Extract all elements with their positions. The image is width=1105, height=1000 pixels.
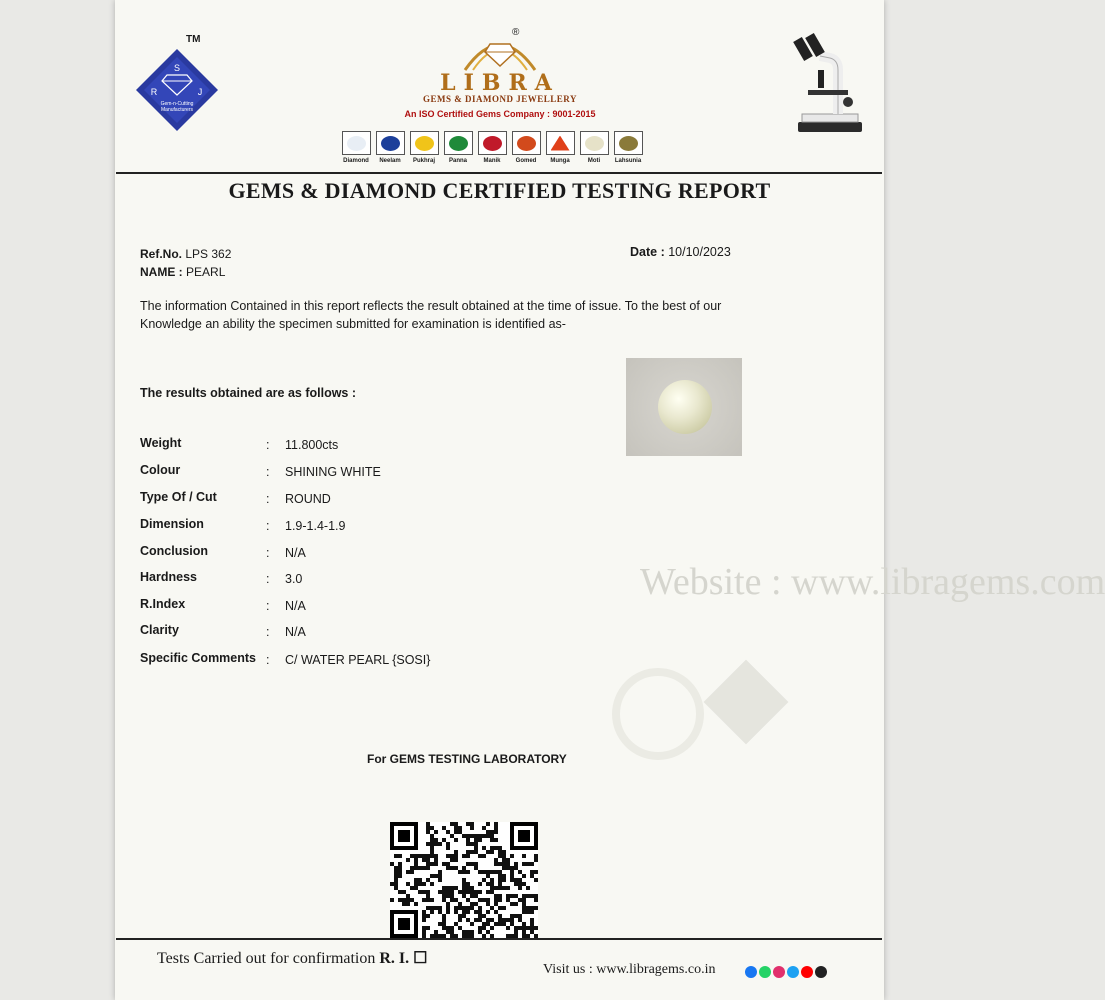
gem-lahsunia	[612, 131, 644, 171]
gem-munga	[544, 131, 576, 171]
specimen-name	[140, 265, 225, 279]
gem-swatch	[444, 131, 473, 155]
microscope-icon	[790, 30, 870, 135]
gem-swatch	[546, 131, 575, 155]
gem-stone-icon	[449, 136, 468, 151]
libra-tagline: GEMS & DIAMOND JEWELLERY	[423, 94, 577, 104]
gem-label: Manik	[483, 158, 501, 164]
footer-divider	[116, 938, 882, 940]
property-key: Conclusion	[140, 544, 209, 558]
gem-label: Neelam	[379, 158, 401, 164]
svg-text:S: S	[173, 63, 181, 73]
gem-label: Gomed	[515, 158, 537, 164]
gem-label: Moti	[587, 158, 601, 164]
gem-swatch	[512, 131, 541, 155]
ref-number	[140, 247, 231, 261]
gem-swatch	[376, 131, 405, 155]
gem-label: Munga	[550, 158, 570, 164]
qr-code[interactable]	[390, 822, 538, 938]
header-divider	[116, 172, 882, 174]
date-label: Date :	[630, 245, 665, 259]
gem-stone-icon	[381, 136, 400, 151]
property-value: C/ WATER PEARL {SOSI}	[285, 653, 431, 667]
property-value: SHINING WHITE	[285, 465, 381, 479]
property-key: Type Of / Cut	[140, 490, 217, 504]
trademark-mark: TM	[186, 34, 201, 45]
gem-moti	[578, 131, 610, 171]
name-label: NAME :	[140, 265, 183, 279]
gem-stone-icon	[551, 136, 570, 151]
gem-pukhraj	[408, 131, 440, 171]
gem-label: Pukhraj	[412, 158, 435, 164]
gem-diamond	[340, 131, 372, 171]
pearl-photo	[626, 358, 742, 456]
property-colon: :	[266, 519, 270, 533]
gem-swatch	[410, 131, 439, 155]
property-value: N/A	[285, 625, 306, 639]
lab-signature-label: For GEMS TESTING LABORATORY	[367, 752, 567, 766]
property-colon: :	[266, 572, 270, 586]
gem-label: Diamond	[343, 158, 369, 164]
property-value: N/A	[285, 599, 306, 613]
gem-stone-icon	[585, 136, 604, 151]
property-colon: :	[266, 599, 270, 613]
social-icon[interactable]	[815, 966, 827, 978]
property-value: N/A	[285, 546, 306, 560]
gem-swatch	[580, 131, 609, 155]
srj-logo	[134, 47, 220, 133]
property-key: Colour	[140, 463, 181, 477]
property-colon: :	[266, 546, 270, 560]
property-colon: :	[266, 465, 270, 479]
property-colon: :	[266, 492, 270, 506]
libra-iso-line: An ISO Certified Gems Company : 9001-2015	[404, 109, 596, 119]
visit-website-link[interactable]: Visit us : www.libragems.co.in	[543, 962, 716, 977]
name-value: PEARL	[186, 265, 226, 279]
property-key: Specific Comments	[140, 651, 257, 665]
gem-stone-icon	[415, 136, 434, 151]
ref-label: Ref.No.	[140, 247, 182, 261]
gem-stone-icon	[619, 136, 638, 151]
instagram-icon[interactable]	[773, 966, 785, 978]
report-date	[630, 245, 731, 259]
svg-text:Gem-n-Cutting: Gem-n-Cutting	[160, 101, 194, 107]
property-key: R.Index	[140, 597, 186, 611]
property-value: 1.9-1.4-1.9	[285, 519, 346, 533]
intro-paragraph: The information Contained in this report reflects the result obtained at the time of issue. To the best of our Knowledge an ability the specimen submitted for examination is identified as-	[140, 299, 722, 331]
property-key: Clarity	[140, 623, 179, 637]
svg-text:J: J	[197, 87, 203, 97]
libra-crest-icon	[455, 30, 545, 72]
ref-value: LPS 362	[185, 247, 232, 261]
gem-stone-icon	[347, 136, 366, 151]
report-title: GEMS & DIAMOND CERTIFIED TESTING REPORT	[228, 178, 771, 203]
gem-manik	[476, 131, 508, 171]
whatsapp-icon[interactable]	[759, 966, 771, 978]
gem-swatch	[478, 131, 507, 155]
gem-swatch	[342, 131, 371, 155]
svg-text:R: R	[150, 87, 158, 97]
date-value: 10/10/2023	[668, 245, 731, 259]
property-key: Weight	[140, 436, 182, 450]
facebook-icon[interactable]	[745, 966, 757, 978]
tests-method: R. I. ☐	[379, 950, 428, 967]
gemstone-strip	[340, 131, 644, 171]
property-value: ROUND	[285, 492, 331, 506]
tests-note	[157, 948, 428, 968]
gem-stone-icon	[483, 136, 502, 151]
gem-neelam	[374, 131, 406, 171]
property-value: 3.0	[285, 572, 303, 586]
results-heading: The results obtained are as follows :	[140, 386, 357, 400]
gem-swatch	[614, 131, 643, 155]
registered-mark: ®	[512, 27, 520, 38]
libra-brand-name: LIBRA	[440, 70, 560, 96]
social-icons	[745, 966, 827, 978]
svg-text:Manufacturers: Manufacturers	[161, 107, 193, 113]
property-colon: :	[266, 438, 270, 452]
gem-label: Panna	[448, 158, 467, 164]
gem-gomed	[510, 131, 542, 171]
property-key: Dimension	[140, 517, 204, 531]
tests-text: Tests Carried out for confirmation	[157, 950, 376, 967]
property-colon: :	[266, 625, 270, 639]
website-watermark: Website : www.libragems.com	[640, 561, 1105, 603]
twitter-icon[interactable]	[787, 966, 799, 978]
gem-stone-icon	[517, 136, 536, 151]
pearl-image	[658, 380, 712, 434]
property-key: Hardness	[140, 570, 197, 584]
property-colon: :	[266, 653, 270, 667]
property-value: 11.800cts	[285, 438, 339, 452]
gem-label: Lahsunia	[614, 158, 642, 164]
watermark-seal	[612, 668, 704, 760]
youtube-icon[interactable]	[801, 966, 813, 978]
gem-panna	[442, 131, 474, 171]
